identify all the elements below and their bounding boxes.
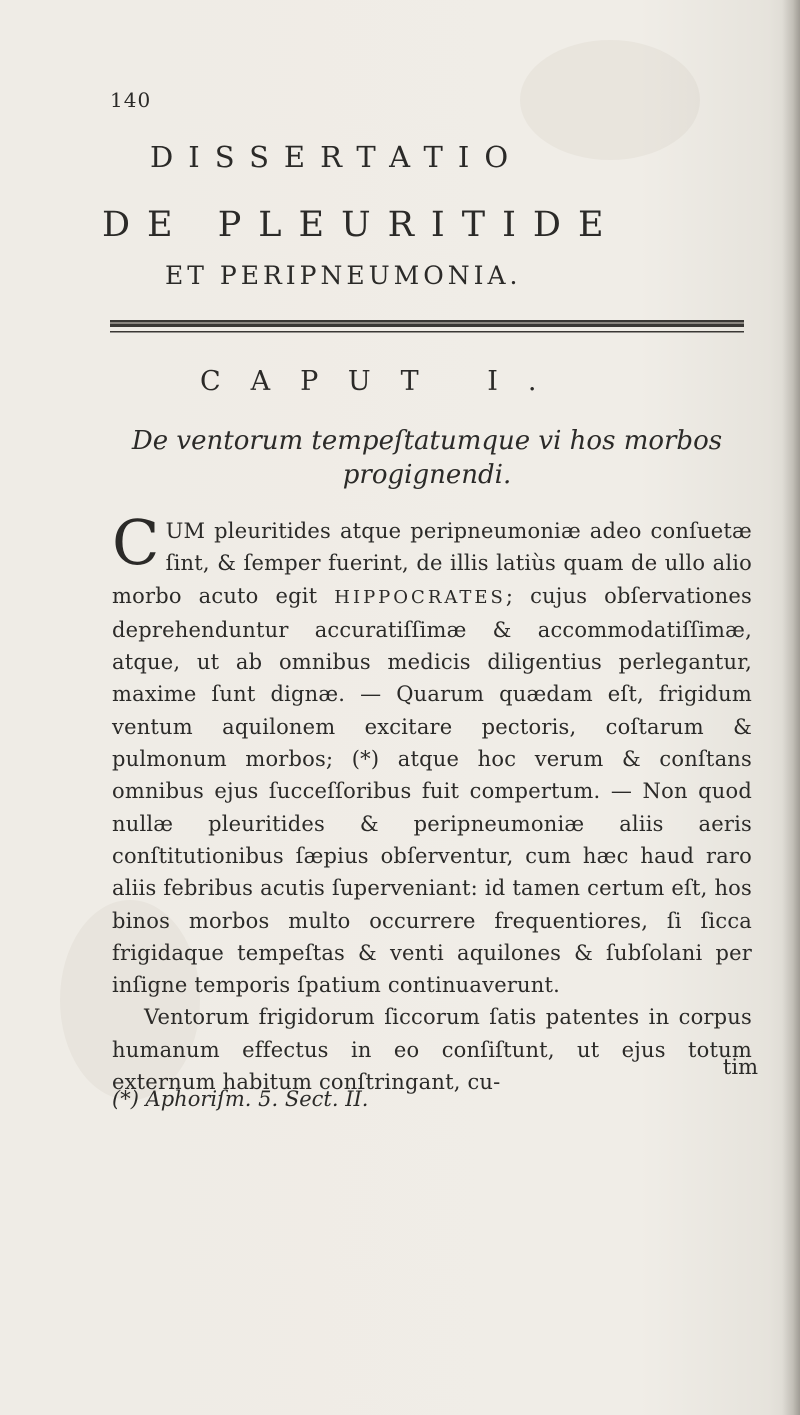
title-line-2: DE PLEURITIDE xyxy=(102,205,621,245)
page-number: 140 xyxy=(110,88,152,112)
body-text xyxy=(112,506,752,1098)
catchword: tim xyxy=(722,1055,758,1079)
chapter-heading: CAPUT I. xyxy=(200,366,567,397)
author-name: HIPPOCRATES xyxy=(334,586,506,608)
paragraph-1-end: ; cujus obſervationes deprehenduntur accuratiſſimæ & accommodatiſſimæ, atque, ut ab omnibus medicis diligentius perlegantur, maxime ſunt dignæ. — Quarum quædam eſt, frigidum ventum aquilonem excitare pectoris, coſtarum & pulmonum morbos; (*) atque hoc verum & conſtans omnibus ejus ſucceſſoribus fuit compertum. — Non quod nullæ pleuritides & peripneumoniæ aliis aeris conſtitutionibus ſæpius obſerventur, cum hæc haud raro aliis febribus acutis ſuperveniant: id tamen certum eſt, hos binos morbos multo occurrere frequentiores, ſi ſicca frigidaque tempeſtas & venti aquilones & ſubſolani per inſigne temporis ſpatium continuaverunt. xyxy=(112,583,752,998)
drop-cap: C xyxy=(112,506,160,579)
paragraph-2: Ventorum frigidorum ſiccorum ſatis patentes in corpus humanum effectus in eo conſiſtunt, ut ejus totum externum habitum conſtringant, cu- xyxy=(112,1005,752,1095)
rule-pattern xyxy=(110,322,744,324)
chapter-subtitle: De ventorum tempeſtatumque vi hos morbos progignendi. xyxy=(131,426,723,490)
title-line-1: DISSERTATIO xyxy=(150,140,524,174)
ornamental-rule xyxy=(110,318,744,338)
rule-thin-line xyxy=(110,331,744,333)
paragraph-1-start: UM pleuritides atque peripneumoniæ adeo conſuetæ ſint, & ſemper fuerint, de illis latiùs quam de ullo alio morbo acuto egit xyxy=(112,519,752,608)
footnote: (*) Aphoriſm. 5. Sect. II. xyxy=(112,1087,369,1111)
title-line-3: ET PERIPNEUMONIA. xyxy=(165,261,522,290)
